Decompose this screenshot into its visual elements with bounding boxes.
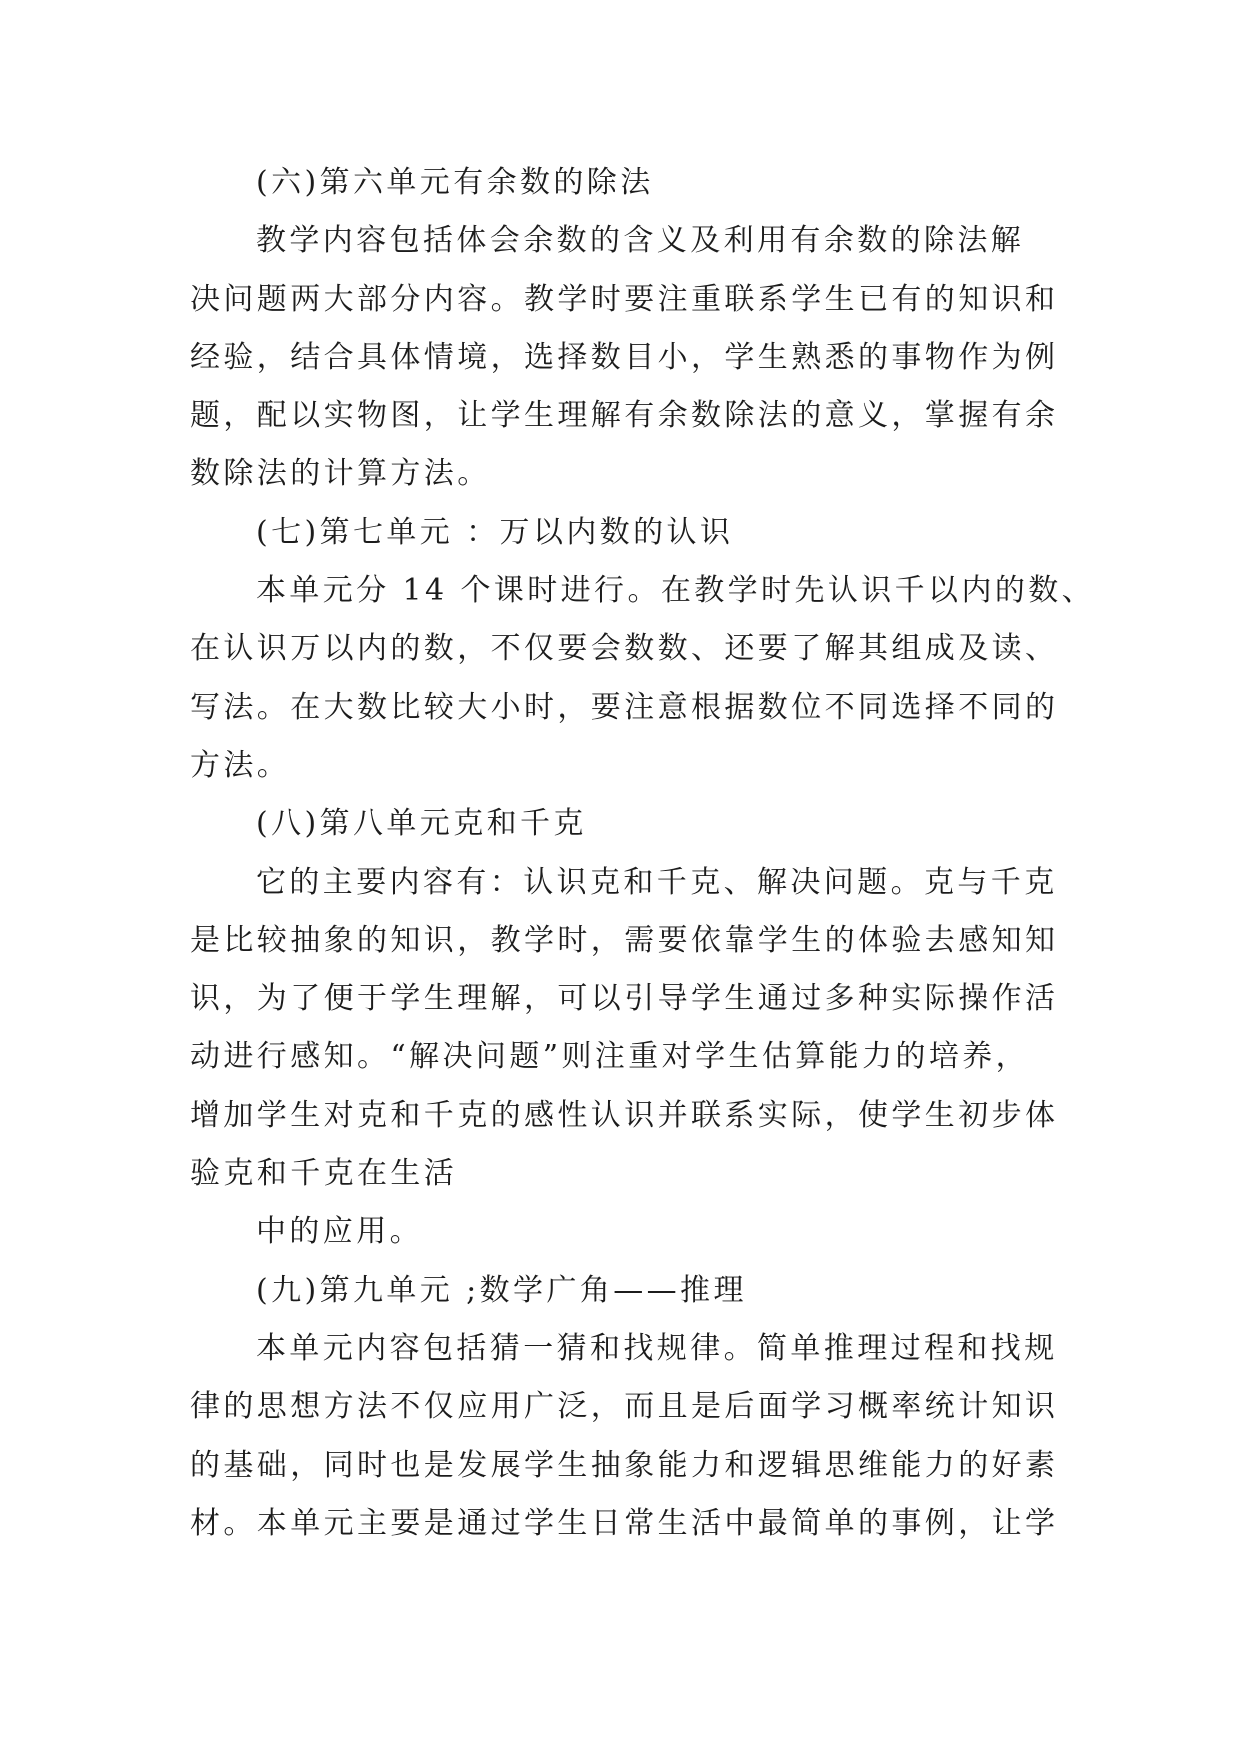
text-line: 验克和千克在生活 <box>190 1156 458 1192</box>
text-line: 它的主要内容有：认识克和千克、解决问题。克与千克 <box>256 864 1058 900</box>
text-line: 在认识万以内的数，不仅要会数数、还要了解其组成及读、 <box>190 631 1059 667</box>
text-line: 增加学生对克和千克的感性认识并联系实际，使学生初步体 <box>190 1097 1059 1133</box>
text-line: 写法。在大数比较大小时，要注意根据数位不同选择不同的 <box>190 689 1059 725</box>
text-line: 动进行感知。“解决问题”则注重对学生估算能力的培养， <box>190 1039 1030 1075</box>
text-line: 是比较抽象的知识，教学时，需要依靠学生的体验去感知知 <box>190 922 1059 958</box>
section-heading-unit-9: (九)第九单元 ;数学广角——推理 <box>256 1272 747 1308</box>
text-line: 中的应用。 <box>256 1214 423 1250</box>
section-heading-unit-6: (六)第六单元有余数的除法 <box>256 165 654 200</box>
document-body <box>190 154 1096 1553</box>
text-line: 数除法的计算方法。 <box>190 456 491 492</box>
section-heading-unit-7: (七)第七单元 ：万以内数的认识 <box>256 514 734 550</box>
text-line: 本单元分 14 个课时进行。在教学时先认识千以内的数、 <box>256 573 1096 609</box>
text-line: 教学内容包括体会余数的含义及利用有余数的除法解 <box>256 223 1025 259</box>
text-line: 材。本单元主要是通过学生日常生活中最简单的事例，让学 <box>190 1505 1059 1541</box>
text-line: 决问题两大部分内容。教学时要注重联系学生已有的知识和 <box>190 281 1059 317</box>
text-line: 题，配以实物图，让学生理解有余数除法的意义，掌握有余 <box>190 398 1059 434</box>
text-line: 本单元内容包括猜一猜和找规律。简单推理过程和找规 <box>256 1330 1058 1366</box>
text-line: 方法。 <box>190 747 291 783</box>
text-line: 识，为了便于学生理解，可以引导学生通过多种实际操作活 <box>190 981 1059 1017</box>
text-line: 经验，结合具体情境，选择数目小，学生熟悉的事物作为例 <box>190 339 1059 375</box>
text-line: 律的思想方法不仅应用广泛，而且是后面学习概率统计知识 <box>190 1389 1059 1425</box>
section-heading-unit-8: (八)第八单元克和千克 <box>256 806 587 842</box>
text-line: 的基础，同时也是发展学生抽象能力和逻辑思维能力的好素 <box>190 1447 1059 1483</box>
